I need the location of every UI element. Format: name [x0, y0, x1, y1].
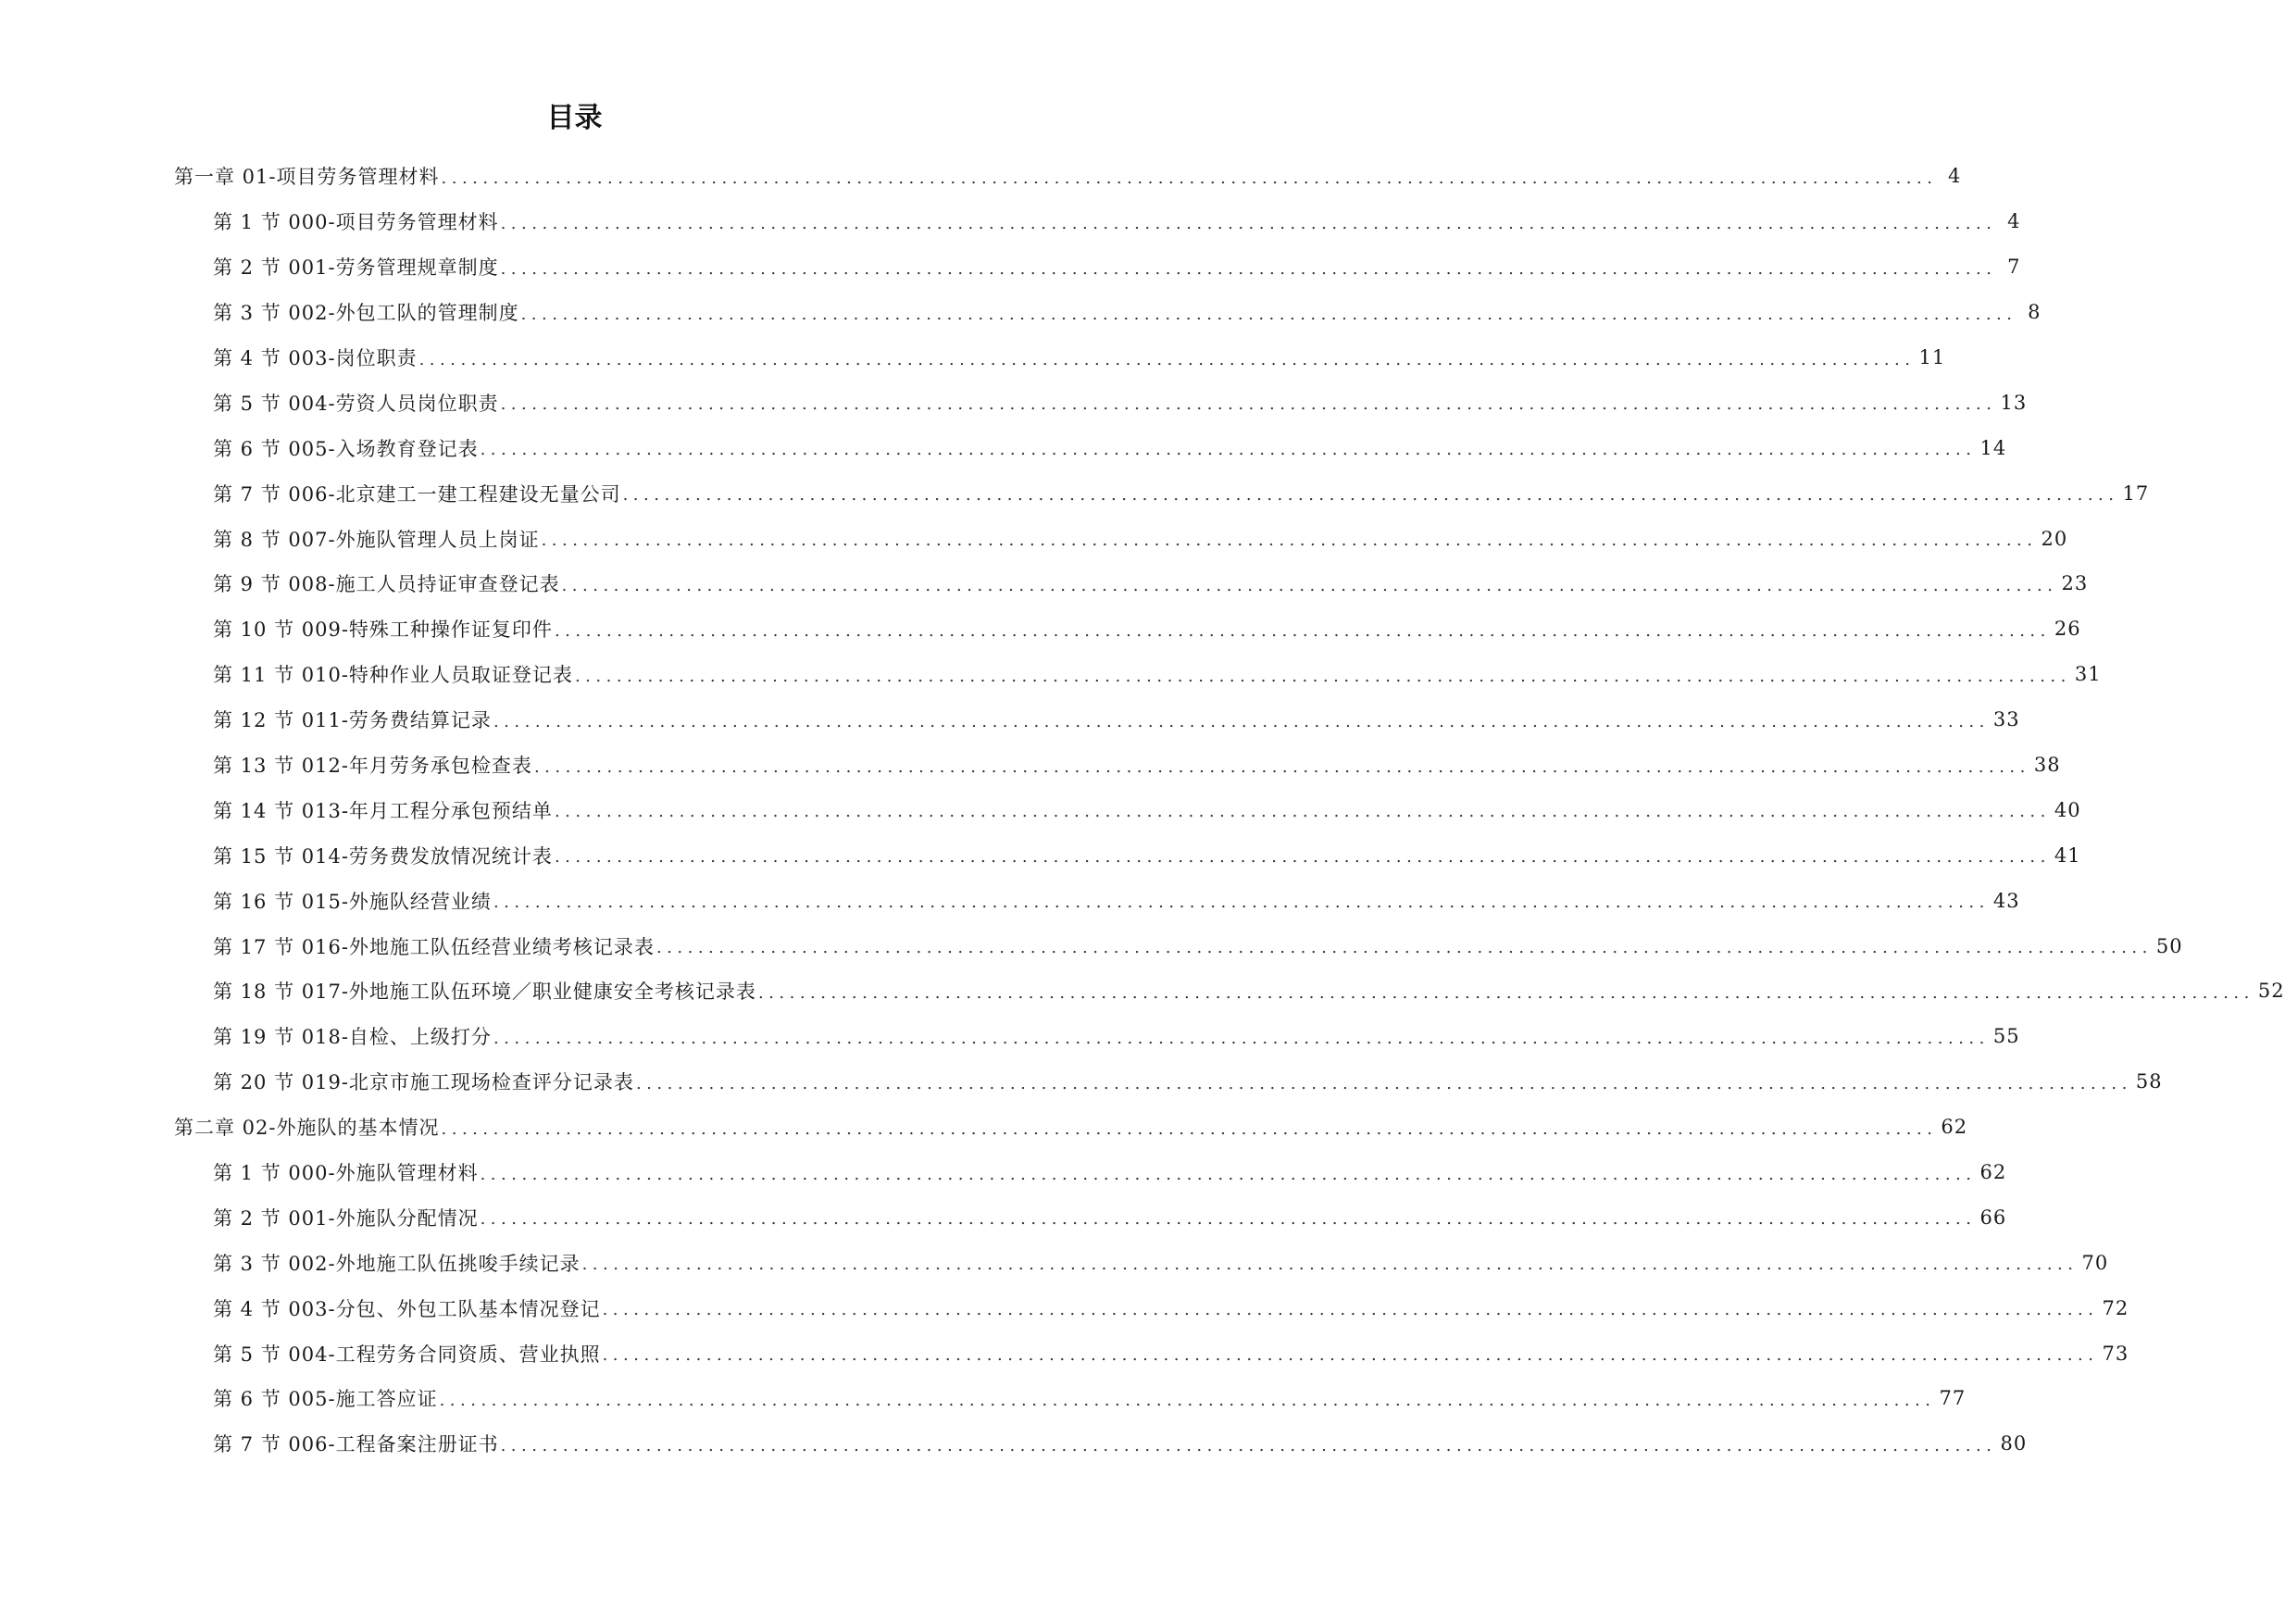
toc-entry-label: 第 14 节 013-年月工程分承包预结单: [213, 799, 553, 822]
toc-entry-label: 第 16 节 015-外施队经营业绩: [213, 890, 492, 913]
toc-page-number: 11: [1918, 346, 1946, 369]
toc-dot-leader: ................................................................................................................................................: [554, 802, 2051, 822]
toc-entry-label: 第 12 节 011-劳务费结算记录: [213, 709, 492, 732]
toc-dot-leader: ................................................................................................................................................: [500, 213, 1997, 233]
toc-dot-leader: ................................................................................................................................................: [493, 893, 1990, 913]
toc-page-number: 23: [2061, 572, 2089, 595]
toc-page-number: 26: [2054, 618, 2081, 641]
toc-entry-label: 第一章 01-项目劳务管理材料: [174, 166, 440, 189]
toc-dot-leader: ................................................................................................................................................: [493, 711, 1990, 731]
toc-entry-label: 第 13 节 012-年月劳务承包检查表: [213, 755, 532, 778]
toc-section-entry[interactable]: [0, 878, 2020, 923]
toc-entry-label: 第 3 节 002-外地施工队伍挑唆手续记录: [213, 1252, 581, 1275]
toc-entry-label: 第 3 节 002-外包工队的管理制度: [213, 302, 519, 325]
toc-page-number: 4: [1948, 165, 1962, 188]
toc-entry-label: 第 2 节 001-劳务管理规章制度: [213, 256, 499, 280]
toc-section-entry[interactable]: [0, 697, 2020, 743]
toc-dot-leader: ................................................................................................................................................: [554, 847, 2051, 868]
toc-entry-label: 第 4 节 003-分包、外包工队基本情况登记: [213, 1297, 601, 1320]
toc-page-number: 20: [2041, 527, 2068, 550]
toc-entry-label: 第 7 节 006-工程备案注册证书: [213, 1433, 499, 1456]
toc-entry-label: 第 9 节 008-施工人员持证审查登记表: [213, 573, 560, 596]
toc-entry-label: 第 17 节 016-外地施工队伍经营业绩考核记录表: [213, 935, 655, 958]
toc-section-entry[interactable]: [0, 1240, 2109, 1285]
toc-section-entry[interactable]: [0, 968, 2285, 1014]
toc-page-number: 50: [2155, 934, 2183, 957]
toc-dot-leader: ................................................................................................................................................: [554, 620, 2051, 641]
toc-page-number: 4: [2007, 210, 2021, 233]
page-title: 目录: [546, 102, 603, 134]
toc-page-number: 62: [1941, 1116, 1968, 1139]
toc-entry-label: 第 19 节 018-自检、上级打分: [213, 1026, 492, 1049]
toc-dot-leader: ................................................................................................................................................: [480, 1209, 1977, 1230]
toc-section-entry[interactable]: [0, 290, 2042, 335]
toc-section-entry[interactable]: [0, 199, 2021, 244]
toc-section-entry[interactable]: [0, 1421, 2028, 1467]
toc-section-entry[interactable]: [0, 1150, 2007, 1195]
toc-section-entry[interactable]: [0, 244, 2021, 290]
toc-page-number: 33: [1992, 708, 2020, 731]
toc-entry-label: 第 1 节 000-外施队管理材料: [213, 1162, 479, 1185]
toc-entry-label: 第 1 节 000-项目劳务管理材料: [213, 211, 499, 234]
toc-page-number: 55: [1992, 1025, 2020, 1048]
toc-page-number: 73: [2102, 1342, 2129, 1365]
toc-page-number: 41: [2054, 843, 2081, 867]
toc-dot-leader: ................................................................................................................................................: [757, 982, 2254, 1003]
toc-entry-label: 第 10 节 009-特殊工种操作证复印件: [213, 618, 553, 642]
toc-entry-label: 第 8 节 007-外施队管理人员上岗证: [213, 528, 540, 551]
toc-dot-leader: ................................................................................................................................................: [500, 394, 1997, 415]
toc-dot-leader: ................................................................................................................................................: [500, 1435, 1997, 1455]
toc-entry-label: 第 11 节 010-特种作业人员取证登记表: [213, 664, 573, 687]
toc-page-number: 40: [2054, 798, 2081, 821]
toc-page-number: 62: [1979, 1161, 2007, 1184]
toc-entry-label: 第 15 节 014-劳务费发放情况统计表: [213, 844, 553, 868]
toc-page-number: 17: [2122, 481, 2150, 505]
toc-dot-leader: ................................................................................................................................................: [581, 1255, 2079, 1275]
toc-section-entry[interactable]: [0, 470, 2150, 516]
toc-entry-label: 第 6 节 005-施工答应证: [213, 1388, 438, 1411]
toc-dot-leader: ................................................................................................................................................: [602, 1300, 2099, 1320]
toc-page-number: 13: [2000, 391, 2028, 414]
toc-page-number: 38: [2033, 754, 2061, 777]
toc-dot-leader: ................................................................................................................................................: [541, 531, 2038, 551]
toc-section-entry[interactable]: [0, 923, 2183, 968]
toc-entry-label: 第 20 节 019-北京市施工现场检查评分记录表: [213, 1071, 634, 1094]
toc-section-entry[interactable]: [0, 1376, 1967, 1421]
toc-page-number: 80: [2000, 1432, 2028, 1455]
toc-dot-leader: ................................................................................................................................................: [520, 304, 2017, 324]
toc-section-entry[interactable]: [0, 516, 2068, 561]
toc-section-entry[interactable]: [0, 1059, 2163, 1105]
toc-entry-label: 第 4 节 003-岗位职责: [213, 347, 418, 369]
toc-chapter-entry[interactable]: [0, 154, 1962, 199]
toc-dot-leader: ................................................................................................................................................: [533, 756, 2030, 777]
toc-entry-label: 第二章 02-外施队的基本情况: [174, 1117, 440, 1140]
toc-entry-label: 第 18 节 017-外地施工队伍环境／职业健康安全考核记录表: [213, 981, 756, 1004]
toc-entry-label: 第 2 节 001-外施队分配情况: [213, 1206, 479, 1230]
toc-dot-leader: ................................................................................................................................................: [622, 485, 2119, 506]
toc-page-number: 7: [2007, 256, 2021, 279]
toc-page-number: 14: [1979, 436, 2007, 459]
toc-section-entry[interactable]: [0, 425, 2007, 470]
toc-page-number: 70: [2081, 1251, 2109, 1274]
toc-chapter-entry[interactable]: [0, 1105, 1968, 1150]
toc-dot-leader: ................................................................................................................................................: [500, 258, 1997, 279]
toc-section-entry[interactable]: [0, 652, 2102, 697]
toc-section-entry[interactable]: [0, 1330, 2129, 1376]
toc-entry-label: 第 5 节 004-工程劳务合同资质、营业执照: [213, 1343, 601, 1366]
toc-section-entry[interactable]: [0, 335, 1946, 381]
toc-dot-leader: ................................................................................................................................................: [480, 440, 1977, 460]
toc-section-entry[interactable]: [0, 1194, 2007, 1240]
toc-section-entry[interactable]: [0, 380, 2028, 425]
toc-dot-leader: ................................................................................................................................................: [480, 1164, 1977, 1184]
toc-page-number: 66: [1979, 1206, 2007, 1229]
toc-section-entry[interactable]: [0, 1014, 2020, 1059]
toc-section-entry[interactable]: [0, 787, 2081, 832]
toc-page-number: 77: [1939, 1387, 1967, 1410]
toc-dot-leader: ................................................................................................................................................: [574, 666, 2071, 686]
toc-dot-leader: ................................................................................................................................................: [439, 1390, 1936, 1410]
toc-section-entry[interactable]: [0, 561, 2089, 606]
toc-dot-leader: ................................................................................................................................................: [602, 1345, 2099, 1366]
toc-dot-leader: ................................................................................................................................................: [493, 1028, 1990, 1048]
toc-entry-label: 第 7 节 006-北京建工一建工程建设无量公司: [213, 482, 621, 506]
toc-dot-leader: ................................................................................................................................................: [441, 1118, 1938, 1139]
toc-section-entry[interactable]: [0, 743, 2061, 788]
toc-page-number: 52: [2257, 980, 2285, 1003]
toc-page-number: 43: [1992, 889, 2020, 912]
toc-dot-leader: ................................................................................................................................................: [418, 349, 1916, 369]
toc-dot-leader: ................................................................................................................................................: [561, 575, 2058, 595]
toc-section-entry[interactable]: [0, 1285, 2129, 1330]
table-of-contents: [0, 154, 2285, 1467]
toc-dot-leader: ................................................................................................................................................: [656, 938, 2153, 958]
toc-page-number: 8: [2028, 301, 2042, 324]
toc-section-entry[interactable]: [0, 832, 2081, 878]
toc-section-entry[interactable]: [0, 606, 2081, 652]
toc-dot-leader: ................................................................................................................................................: [441, 168, 1938, 188]
toc-page-number: 72: [2102, 1296, 2129, 1319]
toc-page-number: 31: [2074, 663, 2102, 686]
toc-dot-leader: ................................................................................................................................................: [635, 1073, 2132, 1093]
toc-entry-label: 第 6 节 005-入场教育登记表: [213, 437, 479, 460]
toc-entry-label: 第 5 节 004-劳资人员岗位职责: [213, 392, 499, 415]
toc-page-number: 58: [2135, 1070, 2163, 1093]
